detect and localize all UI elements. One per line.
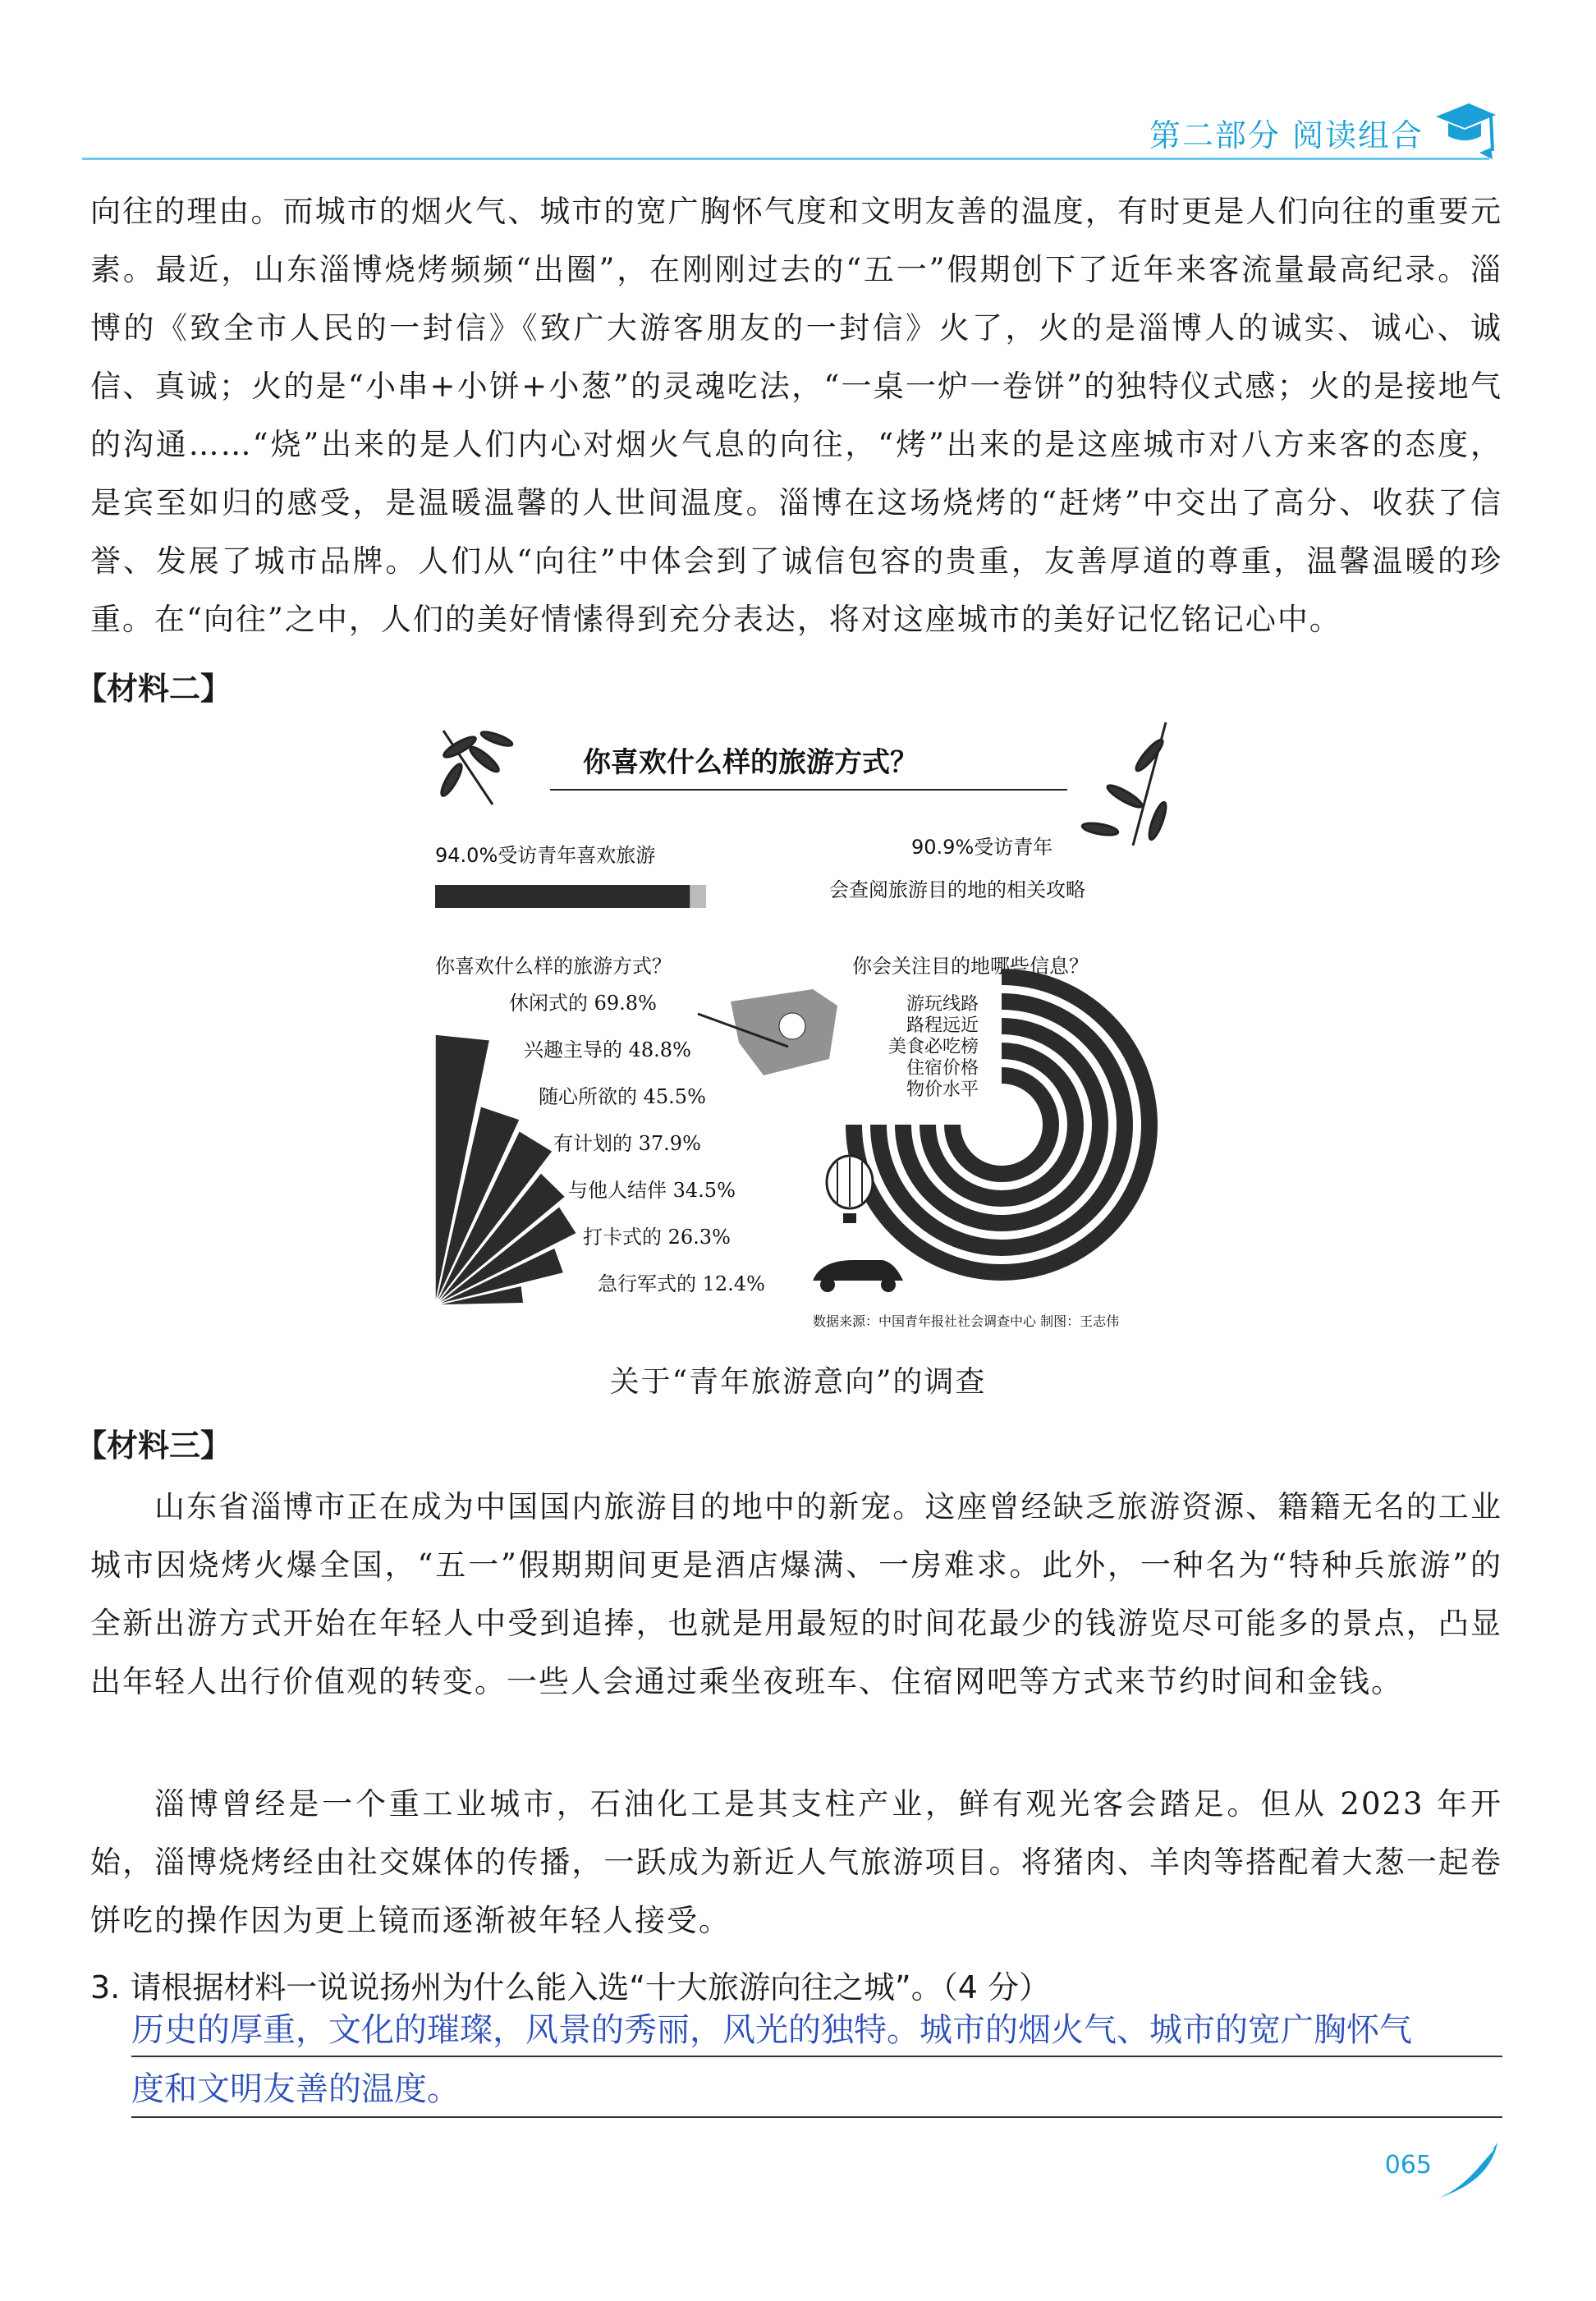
fan-label-2: 兴趣主导的 48.8% (524, 1038, 691, 1061)
left-chart-title: 你喜欢什么样的旅游方式？ (435, 955, 672, 978)
travel-survey-chart (427, 714, 1190, 1346)
fan-label-7: 急行军式的 12.4% (598, 1272, 765, 1295)
header-divider (82, 158, 1489, 160)
chart-title: 你喜欢什么样的旅游方式？ (583, 746, 918, 779)
answer-line-1: 历史的厚重，文化的璀璨，风景的秀丽，风光的独特。城市的烟火气、城市的宽广胸怀气 (131, 2011, 1412, 2049)
material-two-label: 【材料二】 (76, 671, 232, 707)
graduation-cap-icon (1432, 99, 1497, 163)
section-title: 第二部分 阅读组合 (1149, 117, 1424, 154)
info-item-2: 路程远近 (906, 1015, 979, 1036)
material-three-paragraph-2: 淄博曾经是一个重工业城市，石油化工是其支柱产业，鲜有观光客会踏足。但从 2023 年开始，淄博烧烤经由社交媒体的传播，一跃成为新近人气旅游项目。将猪肉、羊肉等搭配着大葱一起卷饼吃的操作因为更上镜而逐渐被年轻人接受。 (90, 1786, 1502, 1938)
bamboo-left-icon (438, 729, 514, 804)
question-3: 3. 请根据材料一说说扬州为什么能入选“十大旅游向往之城”。（4 分） (90, 1969, 1050, 2005)
material-three-paragraph-1: 山东省淄博市正在成为中国国内旅游目的地中的新宠。这座曾经缺乏旅游资源、籍籍无名的工业城市因烧烤火爆全国，“五一”假期期间更是酒店爆满、一房难求。此外，一种名为“特种兵旅游”的全新出游方式开始在年轻人中受到追捧，也就是用最短的时间花最少的钱游览尽可能多的景点，凸显出年轻人出行价值观的转变。一些人会通过乘坐夜班车、住宿网吧等方式来节约时间和金钱。 (90, 1489, 1502, 1699)
map-plane-icon (698, 989, 837, 1075)
bamboo-right-icon (1081, 722, 1169, 846)
info-item-4: 住宿价格 (906, 1058, 979, 1079)
material-three-label: 【材料三】 (76, 1428, 232, 1464)
stat1-fill (435, 885, 690, 908)
answer-rule-2 (131, 2116, 1502, 2118)
answer-rule-1 (131, 2056, 1502, 2057)
hot-air-balloon-icon (827, 1156, 873, 1223)
chart-svg (427, 714, 1190, 1346)
info-ring-chart (854, 977, 1149, 1272)
fan-label-6: 打卡式的 26.3% (583, 1226, 731, 1249)
page-number: 065 (1384, 2151, 1432, 2180)
stat2-line1: 90.9%受访青年 (911, 836, 1053, 859)
fan-bar-chart (435, 992, 765, 1305)
info-item-3: 美食必吃榜 (887, 1037, 979, 1057)
stat2-line2: 会查阅旅游目的地的相关攻略 (829, 878, 1085, 901)
info-item-5: 物价水平 (906, 1079, 979, 1100)
right-chart-title: 你会关注目的地哪些信息？ (852, 955, 1089, 978)
stat1-label: 94.0%受访青年喜欢旅游 (435, 844, 656, 867)
car-icon (813, 1260, 903, 1292)
fan-label-5: 与他人结伴 34.5% (568, 1179, 736, 1202)
material-one-paragraph: 向往的理由。而城市的烟火气、城市的宽广胸怀气度和文明友善的温度，有时更是人们向往的重要元素。最近，山东淄博烧烤频频“出圈”，在刚刚过去的“五一”假期创下了近年来客流量最高纪录。淄博的《致全市人民的一封信》《致广大游客朋友的一封信》火了，火的是淄博人的诚实、诚心、诚信、真诚；火的是“小串+小饼+小葱”的灵魂吃法，“一桌一炉一卷饼”的独特仪式感；火的是接地气的沟通……“烧”出来的是人们内心对烟火气息的向往，“烤”出来的是这座城市对八方来客的态度，是宾至如归的感受，是温暖温馨的人世间温度。淄博在这场烧烤的“赶烤”中交出了高分、收获了信誉、发展了城市品牌。人们从“向往”中体会到了诚信包容的贵重，友善厚道的尊重，温馨温暖的珍重。在“向往”之中，人们的美好情愫得到充分表达，将对这座城市的美好记忆铭记心中。 (90, 194, 1502, 637)
answer-line-2: 度和文明友善的温度。 (131, 2070, 460, 2108)
chart-caption: 关于“青年旅游意向”的调查 (609, 1365, 987, 1399)
fan-label-1: 休闲式的 69.8% (509, 992, 657, 1015)
feather-icon (1424, 2134, 1506, 2208)
fan-label-3: 随心所欲的 45.5% (539, 1085, 706, 1108)
data-source: 数据来源：中国青年报社社会调查中心 制图：王志伟 (813, 1313, 1120, 1329)
info-item-1: 游玩线路 (906, 994, 979, 1015)
fan-label-4: 有计划的 37.9% (553, 1132, 701, 1155)
